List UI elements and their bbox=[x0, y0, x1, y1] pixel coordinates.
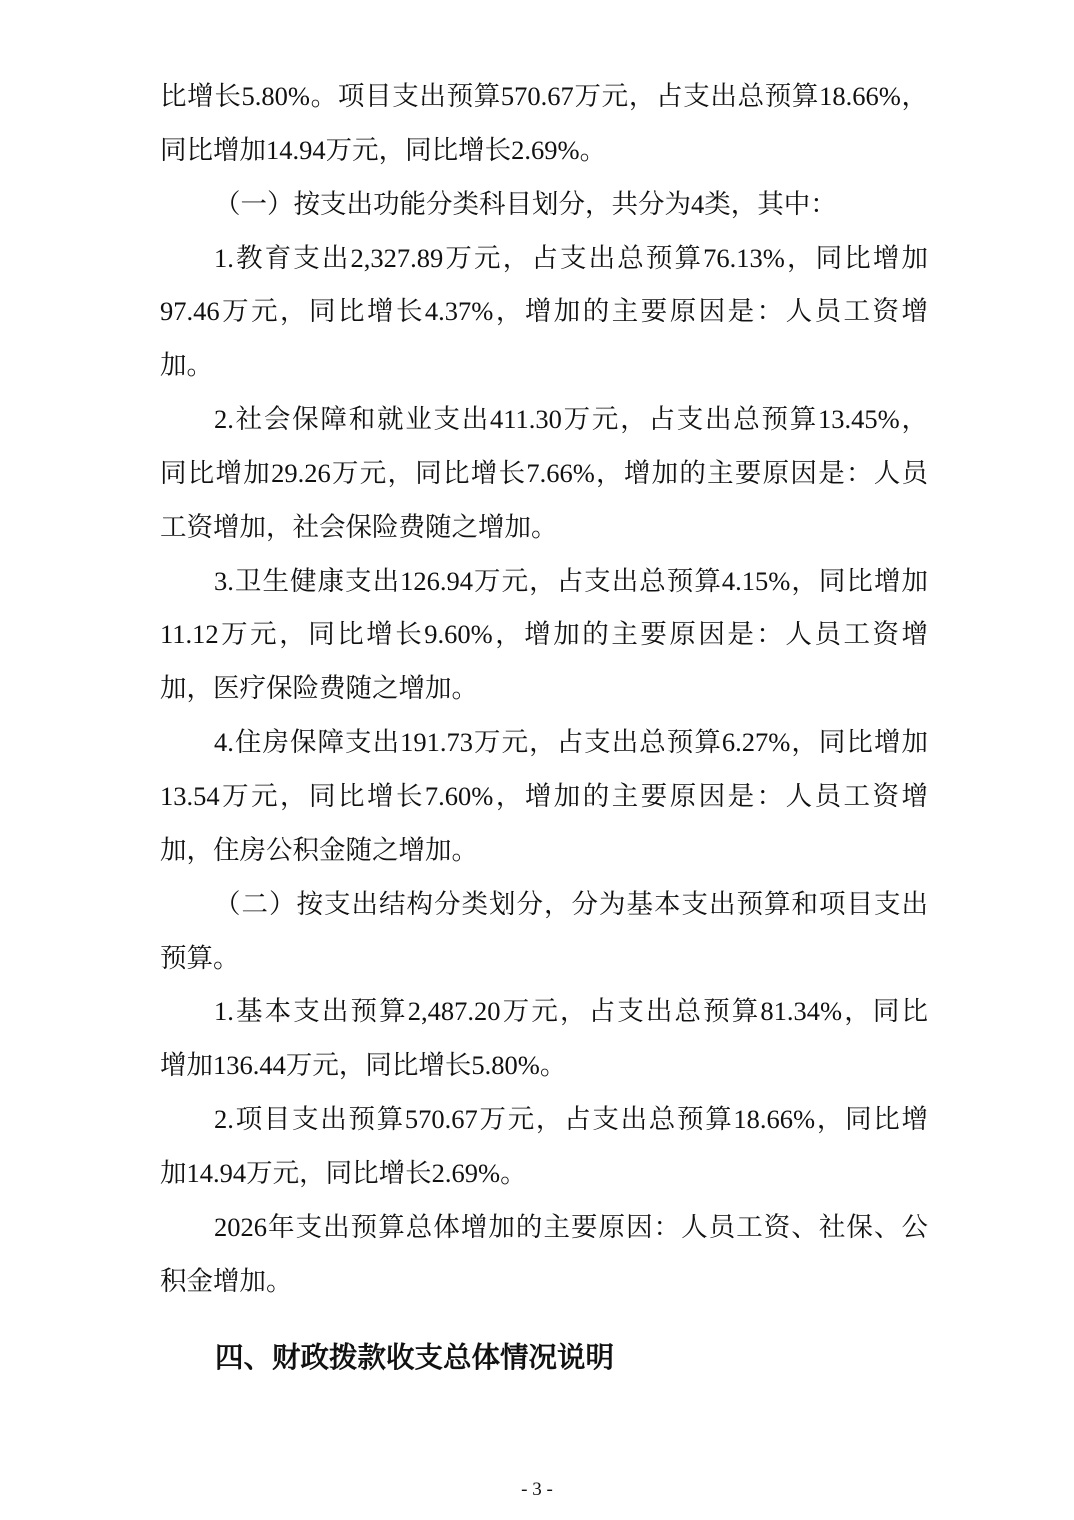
paragraph-line: 同比增加29.26万元，同比增长7.66%，增加的主要原因是：人员 bbox=[160, 457, 928, 488]
paragraph-overall-reason bbox=[160, 1201, 928, 1309]
paragraph-line: 2.项目支出预算570.67万元，占支出总预算18.66%，同比增 bbox=[214, 1104, 928, 1135]
paragraph-line: 工资增加，社会保险费随之增加。 bbox=[160, 511, 558, 542]
paragraph-line: （一）按支出功能分类科目划分，共分为4类，其中： bbox=[214, 188, 837, 219]
paragraph-line: 比增长5.80%。项目支出预算570.67万元，占支出总预算18.66%， bbox=[160, 81, 928, 111]
paragraph-functional-classification bbox=[160, 178, 928, 232]
paragraph-line: 增加136.44万元，同比增长5.80%。 bbox=[160, 1050, 567, 1081]
paragraph-social-security bbox=[160, 393, 928, 555]
paragraph-line: 97.46万元，同比增长4.37%，增加的主要原因是：人员工资增 bbox=[160, 296, 928, 327]
document-body bbox=[160, 70, 928, 1308]
paragraph-line: 13.54万元，同比增长7.60%，增加的主要原因是：人员工资增 bbox=[160, 780, 928, 811]
paragraph-health bbox=[160, 555, 928, 717]
paragraph-line: 加，医疗保险费随之增加。 bbox=[160, 673, 478, 704]
paragraph-line: 2026年支出预算总体增加的主要原因：人员工资、社保、公 bbox=[214, 1211, 928, 1242]
paragraph-line: 1.教育支出2,327.89万元，占支出总预算76.13%，同比增加 bbox=[214, 242, 928, 273]
paragraph-basic-expenditure bbox=[160, 985, 928, 1093]
paragraph-line: 11.12万元，同比增长9.60%，增加的主要原因是：人员工资增 bbox=[160, 619, 928, 650]
paragraph-line: 同比增加14.94万元，同比增长2.69%。 bbox=[160, 134, 607, 165]
paragraph-line: 4.住房保障支出191.73万元，占支出总预算6.27%，同比增加 bbox=[214, 727, 928, 758]
paragraph-line: 加，住房公积金随之增加。 bbox=[160, 834, 478, 865]
section-heading: 四、财政拨款收支总体情况说明 bbox=[215, 1342, 615, 1374]
paragraph-line: 预算。 bbox=[160, 942, 240, 973]
paragraph-project-expenditure bbox=[160, 1093, 928, 1201]
paragraph-continuation bbox=[160, 70, 928, 178]
paragraph-line: （二）按支出结构分类划分，分为基本支出预算和项目支出 bbox=[214, 888, 928, 919]
paragraph-line: 2.社会保障和就业支出411.30万元，占支出总预算13.45%， bbox=[214, 404, 928, 435]
paragraph-structural-classification bbox=[160, 878, 928, 986]
paragraph-line: 积金增加。 bbox=[160, 1265, 293, 1296]
paragraph-line: 加14.94万元，同比增长2.69%。 bbox=[160, 1157, 527, 1188]
paragraph-housing bbox=[160, 716, 928, 878]
paragraph-line: 1.基本支出预算2,487.20万元，占支出总预算81.34%，同比 bbox=[214, 996, 928, 1027]
page-number: - 3 - bbox=[521, 1479, 553, 1500]
paragraph-education bbox=[160, 232, 928, 394]
paragraph-line: 3.卫生健康支出126.94万元，占支出总预算4.15%，同比增加 bbox=[214, 565, 928, 596]
paragraph-line: 加。 bbox=[160, 350, 213, 381]
